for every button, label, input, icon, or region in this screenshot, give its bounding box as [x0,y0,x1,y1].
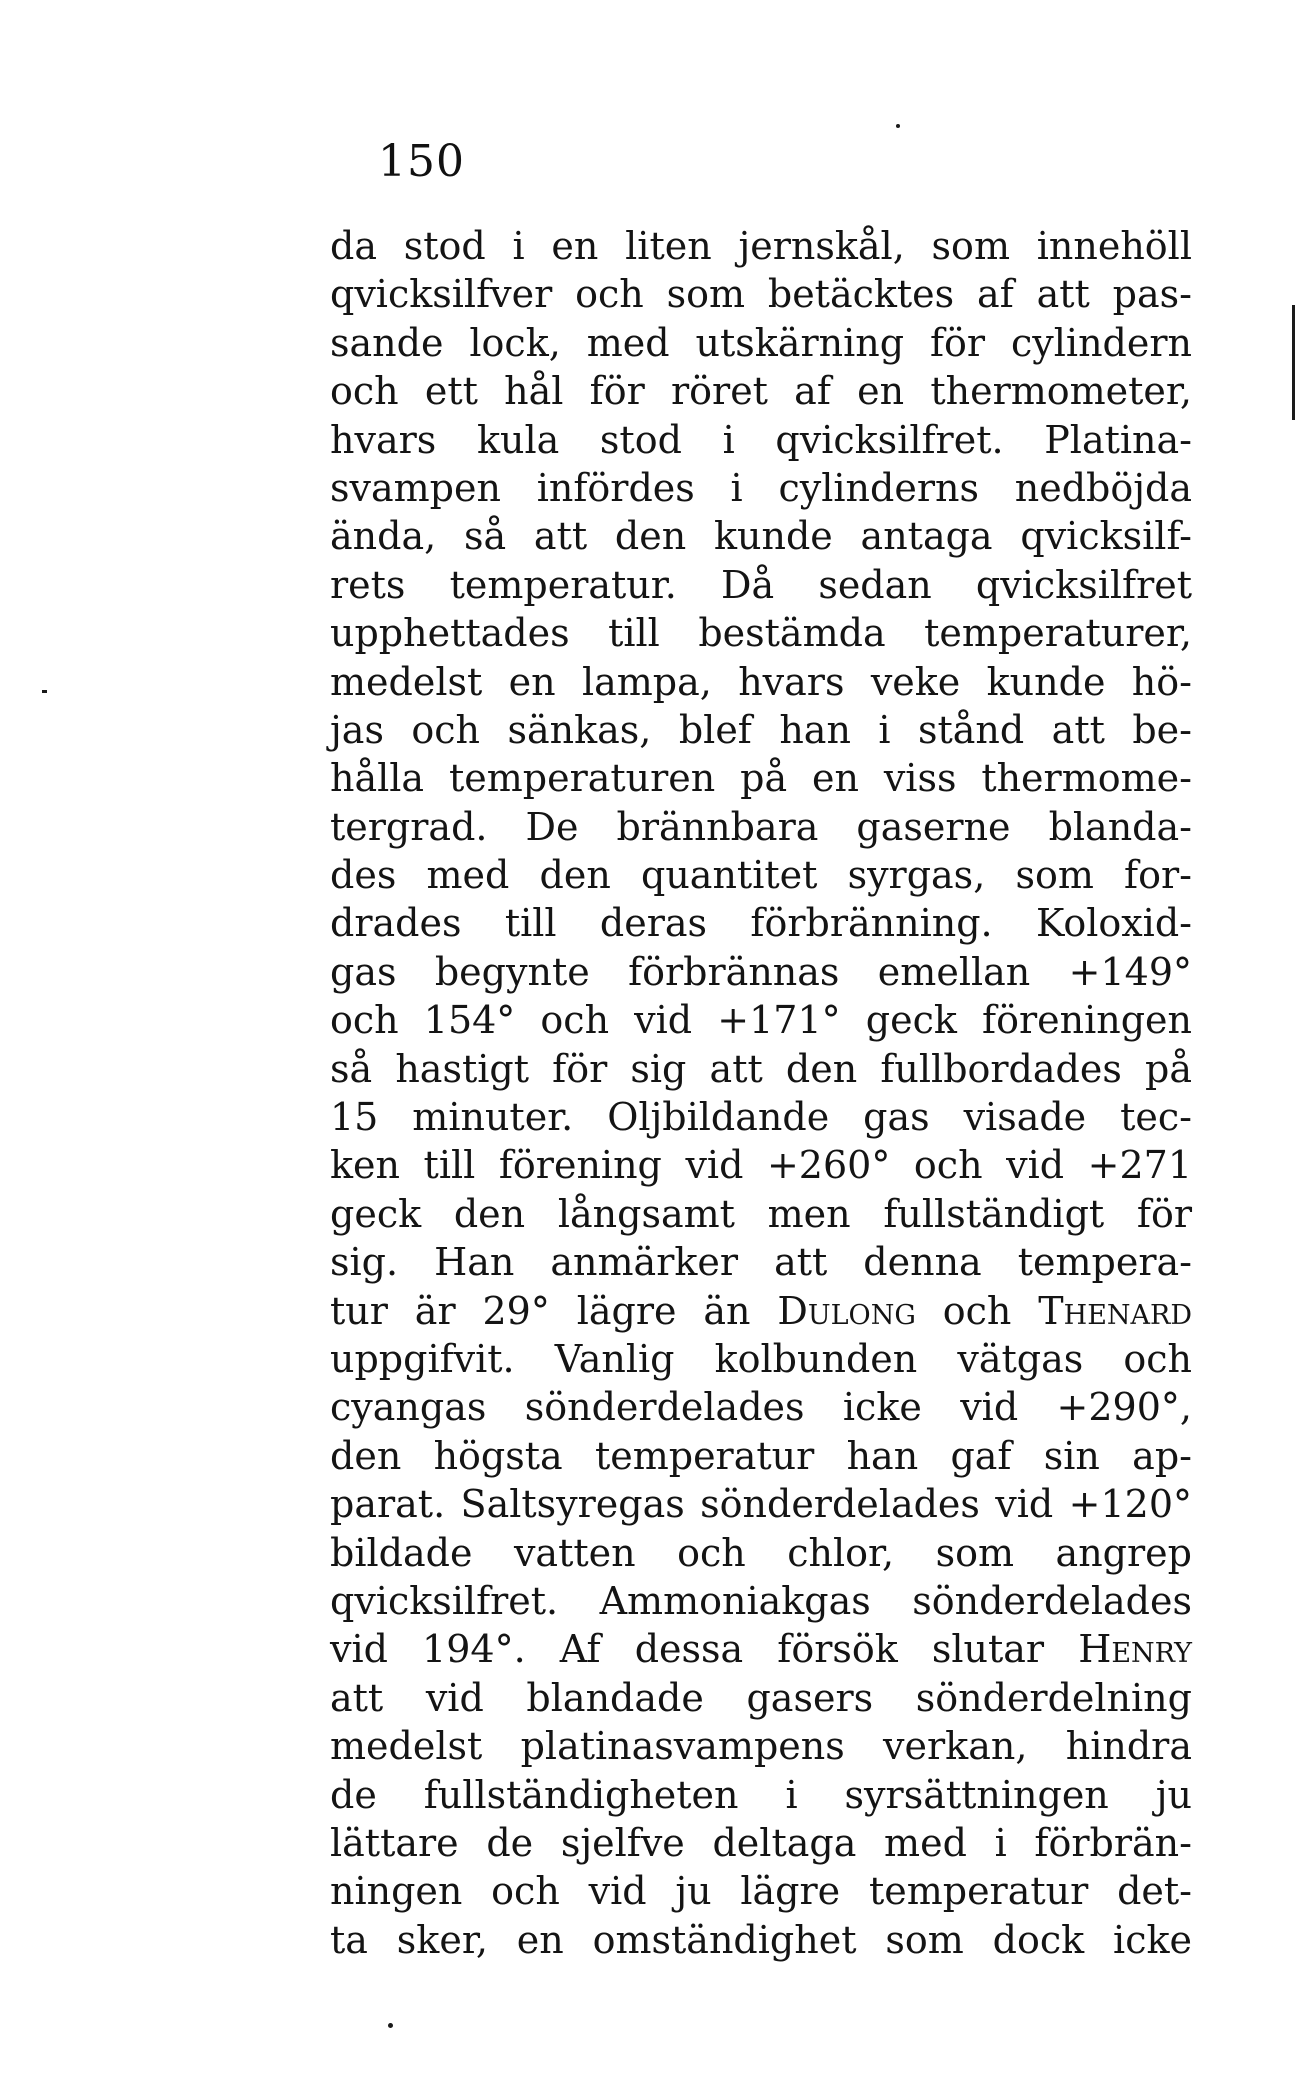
speck-mark [388,2023,393,2028]
text-line-3: sande lock, med utskärning för cylindern [330,320,1192,365]
text-segment: och [915,1288,1039,1333]
text-segment: tur är 29° lägre än [330,1288,778,1333]
text-line-18: så hastigt för sig att den fullbordades på [330,1046,1192,1091]
page-number: 150 [378,136,465,187]
text-line-14: des med den quantitet syrgas, som for- [330,853,1192,898]
text-line-11: jas och sänkas, blef han i stånd att be- [330,707,1192,752]
text-line-22: sig. Han anmärker att denna tempera- [330,1240,1192,1285]
text-line-31: att vid blandade gasers sönderdelning [330,1675,1192,1720]
author-name-henry: Henry [1078,1627,1192,1672]
text-line-2: qvicksilfver och som betäcktes af att pas- [330,272,1192,317]
text-line-6: svampen infördes i cylinderns nedböjda [330,465,1192,510]
text-line-16: gas begynte förbrännas emellan +149° [330,949,1192,994]
text-line-12: hålla temperaturen på en viss thermome- [330,756,1192,801]
text-line-32: medelst platinasvampens verkan, hindra [330,1724,1192,1769]
text-line-33: de fullständigheten i syrsättningen ju [330,1772,1192,1817]
text-line-34: lättare de sjelfve deltaga med i förbrän- [330,1820,1192,1865]
text-line-1: da stod i en liten jernskål, som innehöll [330,224,1192,268]
body-text [330,222,1192,1964]
text-line-17: och 154° och vid +171° geck föreningen [330,998,1192,1043]
text-line-5: hvars kula stod i qvicksilfret. Platina- [330,417,1192,462]
text-line-20: ken till förening vid +260° och vid +271 [330,1143,1192,1188]
text-line-8: rets temperatur. Då sedan qvicksilfret [330,562,1192,607]
author-name-thenard: Thenard [1038,1288,1192,1333]
text-line-28: bildade vatten och chlor, som angrep [330,1530,1192,1575]
text-line-15: drades till deras förbränning. Koloxid- [330,901,1192,946]
text-line-26: den högsta temperatur han gaf sin ap- [330,1433,1192,1478]
page-edge-mark [1292,305,1295,420]
text-line-29: qvicksilfret. Ammoniakgas sönderdelades [330,1578,1192,1623]
speck-mark [42,690,47,693]
text-line-19: 15 minuter. Oljbildande gas visade tec- [330,1095,1192,1140]
text-line-24: uppgifvit. Vanlig kolbunden vätgas och [330,1336,1192,1381]
speck-mark [896,124,900,128]
text-segment: vid 194°. Af dessa försök slutar [330,1627,1079,1672]
text-line-10: medelst en lampa, hvars veke kunde hö- [330,659,1192,704]
text-line-4: och ett hål för röret af en thermometer, [330,369,1192,414]
author-name-dulong: Dulong [777,1288,916,1333]
text-line-25: cyangas sönderdelades icke vid +290°, [330,1385,1192,1430]
text-line-30 [330,1625,1192,1673]
text-line-13: tergrad. De brännbara gaserne blanda- [330,804,1192,849]
text-line-9: upphettades till bestämda temperaturer, [330,611,1192,656]
text-line-36: ta sker, en omständighet som dock icke [330,1917,1192,1962]
text-line-27: parat. Saltsyregas sönderdelades vid +120° [330,1482,1192,1527]
text-line-21: geck den långsamt men fullständigt för [330,1191,1192,1236]
text-line-23 [330,1287,1192,1335]
text-line-7: ända, så att den kunde antaga qvicksilf- [330,514,1192,559]
text-line-35: ningen och vid ju lägre temperatur det- [330,1869,1192,1914]
